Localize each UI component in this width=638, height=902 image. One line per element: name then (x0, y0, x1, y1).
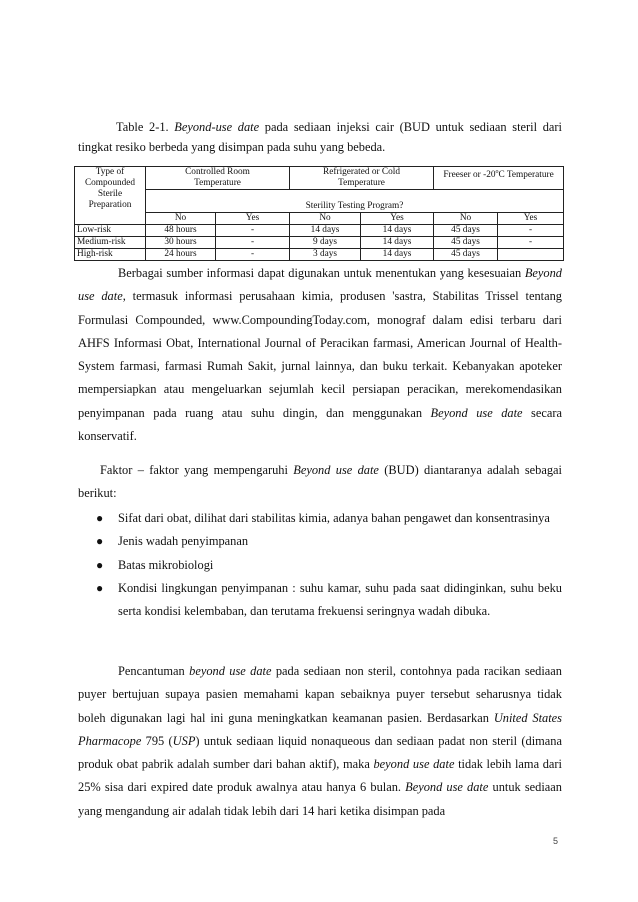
row-label: Medium-risk (75, 237, 146, 249)
subheader-cell: Yes (216, 213, 290, 225)
subheader-cell: No (290, 213, 361, 225)
header-controlled-room: Controlled Room Temperature (146, 167, 290, 190)
table-header-row (75, 167, 564, 190)
list-item: ● Kondisi lingkungan penyimpanan : suhu kamar, suhu pada saat didinginkan, suhu beku serta kondisi kelembaban, dan terutama frekuensi seringnya wadah dibuka. (96, 577, 562, 624)
table-cell: 14 days (361, 225, 434, 237)
list-item: ● Sifat dari obat, dilihat dari stabilitas kimia, adanya bahan pengawet dan konsentrasinya (96, 507, 562, 530)
table-cell: - (216, 237, 290, 249)
table-cell: - (216, 225, 290, 237)
table-cell: 24 hours (146, 249, 216, 261)
header-freezer: Freeser or -20$^o$C Temperature (434, 167, 564, 190)
bullet-icon: ● (96, 557, 104, 572)
table-row (75, 237, 564, 249)
table-cell: 14 days (361, 249, 434, 261)
table-cell: 14 days (290, 225, 361, 237)
table-cell: 45 days (434, 249, 498, 261)
page-number: 5 (553, 836, 559, 846)
bullet-icon: ● (96, 534, 104, 549)
table-cell: - (216, 249, 290, 261)
header-refrigerated: Refrigerated or Cold Temperature (290, 167, 434, 190)
subheader-cell: Yes (498, 213, 564, 225)
table-cell: 45 days (434, 225, 498, 237)
table-row (75, 249, 564, 261)
bud-table (74, 166, 564, 261)
table-cell: 14 days (361, 237, 434, 249)
table-cell: 3 days (290, 249, 361, 261)
table-cell: 48 hours (146, 225, 216, 237)
table-cell: - (498, 237, 564, 249)
header-preparation-type: Type of Compounded Sterile Preparation (75, 167, 146, 225)
row-label: High-risk (75, 249, 146, 261)
factor-list (96, 507, 562, 623)
header-sterility-testing: Sterility Testing Program? (146, 190, 564, 213)
bullet-icon: ● (96, 511, 104, 525)
table-caption: Table 2-1. Beyond-use date pada sediaan injeksi cair (BUD untuk sediaan steril dari tingkat resiko berbeda yang disimpan pada suhu yang bebeda. (78, 120, 562, 154)
bullet-icon: ● (96, 580, 104, 595)
table-cell (498, 249, 564, 261)
subheader-cell: No (146, 213, 216, 225)
table-cell: - (498, 225, 564, 237)
paragraph-sources: Berbagai sumber informasi dapat digunakan untuk menentukan yang kesesuaian Beyond use date, termasuk informasi perusahaan kimia, produsen 'sastra, Stabilitas Trissel tentang Formulasi Compounded, www.CompoundingToday.com, monograf dalam edisi terbaru dari AHFS Informasi Obat, International Journal of Peracikan farmasi, American Journal of Health-System farmasi, farmasi Rumah Sakit, jurnal lainnya, dan buku terkait. Kebanyakan apoteker mempersiapkan atau mengeluarkan sejumlah kecil persiapan peracikan, merekomendasikan penyimpanan pada ruang atau suhu dingin, dan menggunakan Beyond use date secara konservatif. (78, 266, 562, 444)
table-subheader-row (75, 213, 564, 225)
list-item: ● Jenis wadah penyimpanan (96, 530, 562, 553)
list-item: ● Batas mikrobiologi (96, 554, 562, 577)
subheader-cell: Yes (361, 213, 434, 225)
table-row (75, 225, 564, 237)
row-label: Low-risk (75, 225, 146, 237)
paragraph-non-sterile: Pencantuman beyond use date pada sediaan non steril, contohnya pada racikan sediaan puyer bertujuan supaya pasien memahami kapan sebaiknya puyer tersebut seharusnya tidak boleh digunakan lagi hal ini guna meningkatkan keamanan pasien. Berdasarkan United States Pharmacope 795 (USP) untuk sediaan liquid nonaqueous dan sediaan padat non steril (dimana produk obat pabrik adalah sumber dari bahan aktif), maka beyond use date tidak lebih lama dari 25% sisa dari expired date produk awalnya atau hanya 6 bulan. Beyond use date untuk sediaan yang mengandung air adalah tidak lebih dari 14 hari ketika disimpan pada (78, 664, 563, 818)
table-cell: 45 days (434, 237, 498, 249)
table-cell: 9 days (290, 237, 361, 249)
table-cell: 30 hours (146, 237, 216, 249)
paragraph-factors: Faktor – faktor yang mempengaruhi Beyond use date (BUD) diantaranya adalah sebagai berikut: (78, 463, 562, 501)
subheader-cell: No (434, 213, 498, 225)
